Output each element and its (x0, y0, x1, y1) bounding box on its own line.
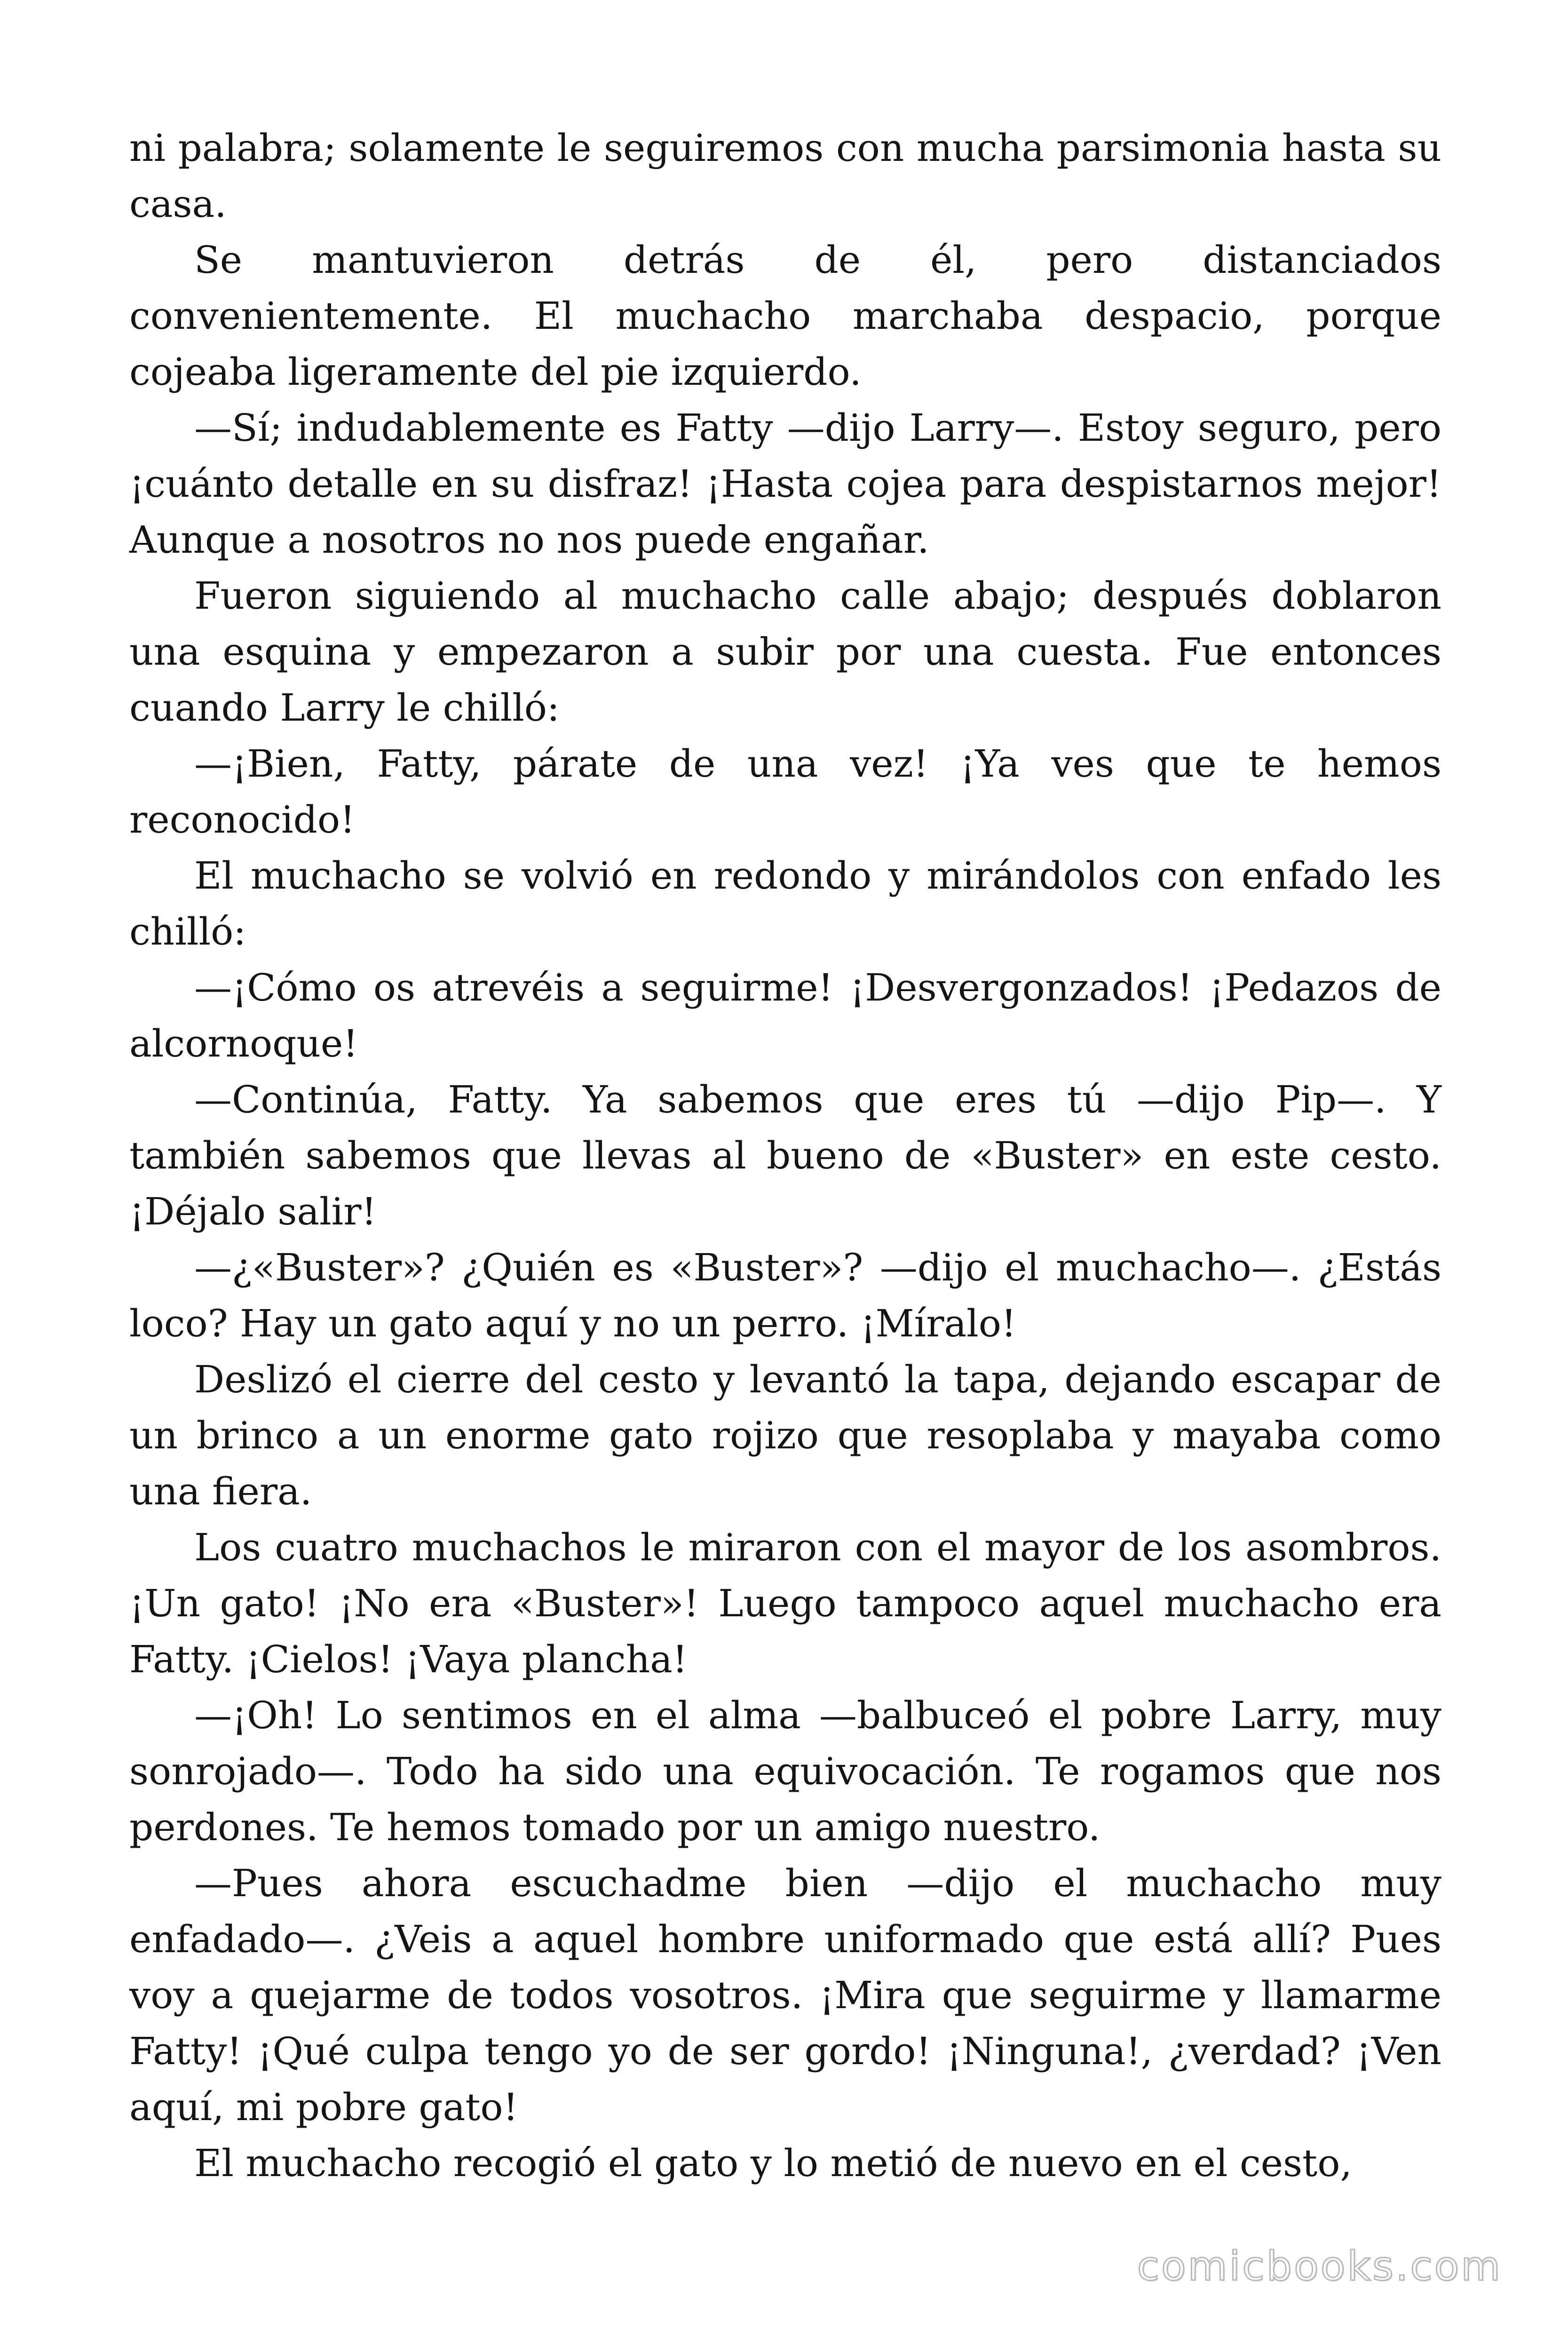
paragraph: El muchacho se volvió en redondo y mirándolos con enfado les chilló: (129, 854, 1441, 954)
paragraph: —¡Cómo os atrevéis a seguirme! ¡Desvergonzados! ¡Pedazos de alcornoque! (129, 966, 1441, 1065)
paragraph: —¿«Buster»? ¿Quién es «Buster»? —dijo el muchacho—. ¿Estás loco? Hay un gato aquí y no un perro. ¡Míralo! (129, 1246, 1441, 1345)
paragraph: —Sí; indudablemente es Fatty —dijo Larry—. Estoy seguro, pero ¡cuánto detalle en su disfraz! ¡Hasta cojea para despistarnos mejor! Aunque a nosotros no nos puede engañar. (129, 406, 1441, 562)
paragraph: —¡Oh! Lo sentimos en el alma —balbuceó el pobre Larry, muy sonrojado—. Todo ha sido una equivocación. Te rogamos que nos perdones. Te hemos tomado por un amigo nuestro. (129, 1693, 1441, 1849)
paragraph: Se mantuvieron detrás de él, pero distanciados convenientemente. El muchacho marchaba despacio, porque cojeaba ligeramente del pie izquierdo. (129, 238, 1441, 394)
watermark: comicbooks.com (1137, 2243, 1502, 2290)
paragraph: —Continúa, Fatty. Ya sabemos que eres tú —dijo Pip—. Y también sabemos que llevas al bueno de «Buster» en este cesto. ¡Déjalo salir! (129, 1078, 1441, 1233)
paragraph: Fueron siguiendo al muchacho calle abajo; después doblaron una esquina y empezaron a subir por una cuesta. Fue entonces cuando Larry le chilló: (129, 574, 1441, 730)
body-text (129, 120, 1441, 2191)
paragraph: —¡Bien, Fatty, párate de una vez! ¡Ya ves que te hemos reconocido! (129, 742, 1441, 842)
paragraph: —Pues ahora escuchadme bien —dijo el muchacho muy enfadado—. ¿Veis a aquel hombre uniformado que está allí? Pues voy a quejarme de todos vosotros. ¡Mira que seguirme y llamarme Fatty! ¡Qué culpa tengo yo de ser gordo! ¡Ninguna!, ¿verdad? ¡Ven aquí, mi pobre gato! (129, 1861, 1441, 2129)
paragraph: ni palabra; solamente le seguiremos con mucha parsimonia hasta su casa. (129, 126, 1441, 226)
paragraph: Los cuatro muchachos le miraron con el mayor de los asombros. ¡Un gato! ¡No era «Buster»! Luego tampoco aquel muchacho era Fatty. ¡Cielos! ¡Vaya plancha! (129, 1526, 1441, 1681)
paragraph: Deslizó el cierre del cesto y levantó la tapa, dejando escapar de un brinco a un enorme gato rojizo que resoplaba y mayaba como una fiera. (129, 1358, 1441, 1513)
paragraph: El muchacho recogió el gato y lo metió de nuevo en el cesto, (194, 2141, 1352, 2185)
